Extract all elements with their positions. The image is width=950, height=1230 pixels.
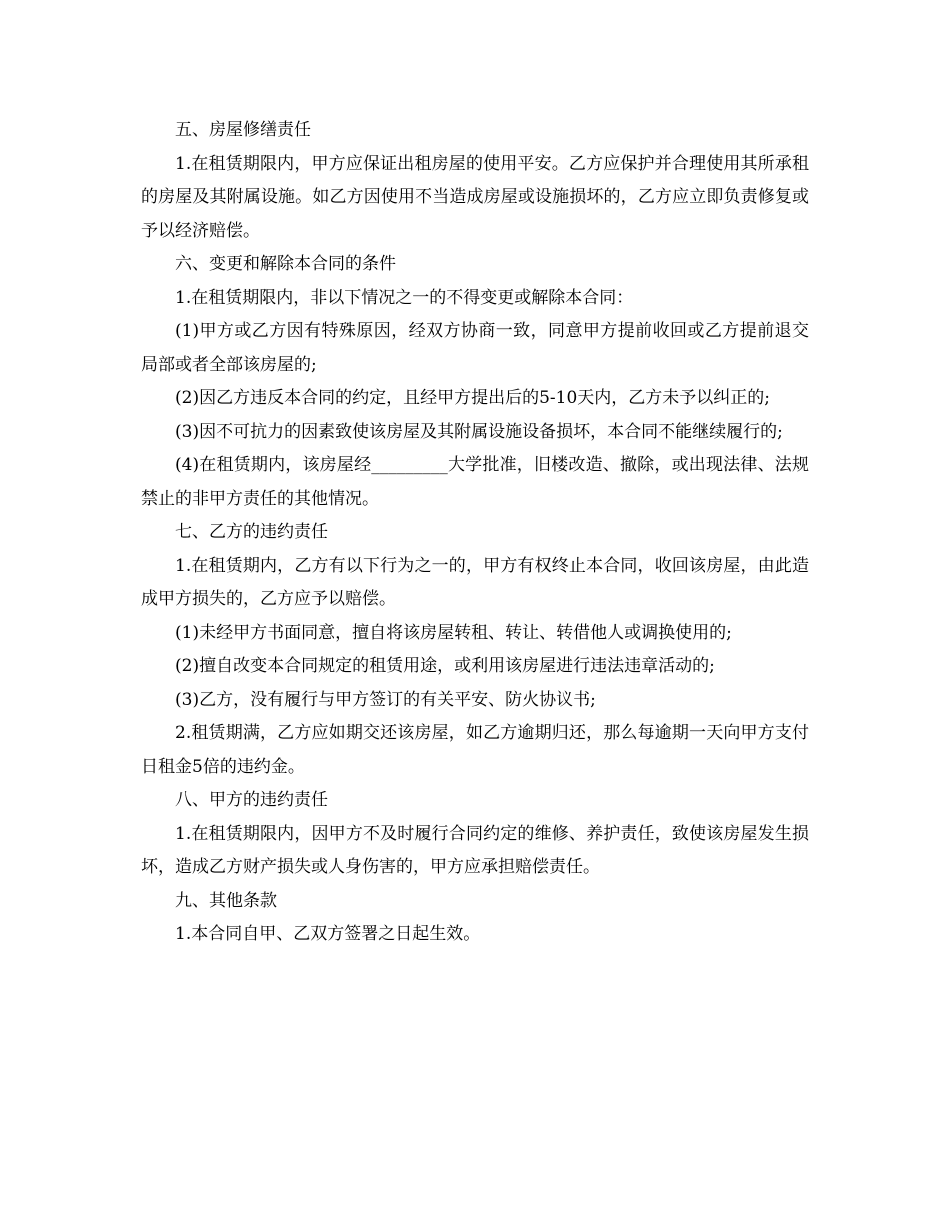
section-heading-7: 七、乙方的违约责任 [175,522,328,542]
section-heading-5: 五、房屋修缮责任 [175,120,311,140]
section-heading-8: 八、甲方的违约责任 [175,790,328,810]
clause-9-1: 1.本合同自甲、乙双方签署之日起生效。 [175,924,481,944]
section-heading-6: 六、变更和解除本合同的条件 [175,254,396,274]
clause-8-1: 1.在租赁期限内，因甲方不及时履行合同约定的维修、养护责任，致使该房屋发生损坏，造成乙方财产损失或人身伤害的，甲方应承担赔偿责任。 [141,823,809,877]
clause-7-1-item-1: (1)未经甲方书面同意，擅自将该房屋转租、转让、转借他人或调换使用的; [175,622,732,643]
clause-6-1-item-3: (3)因不可抗力的因素致使该房屋及其附属设施设备损坏，本合同不能继续履行的; [175,421,783,442]
clause-6-1-item-1: (1)甲方或乙方因有特殊原因，经双方协商一致，同意甲方提前收回或乙方提前退交局部或者全部该房屋的; [141,321,809,375]
clause-7-2: 2.租赁期满，乙方应如期交还该房屋，如乙方逾期归还，那么每逾期一天向甲方支付日租金5倍的违约金。 [141,723,809,777]
clause-7-1: 1.在租赁期内，乙方有以下行为之一的，甲方有权终止本合同，收回该房屋，由此造成甲方损失的，乙方应予以赔偿。 [141,555,809,609]
clause-6-1: 1.在租赁期限内，非以下情况之一的不得变更或解除本合同： [175,287,634,308]
clause-6-1-item-2: (2)因乙方违反本合同的约定，且经甲方提出后的5-10天内，乙方未予以纠正的; [175,388,770,408]
section-heading-9: 九、其他条款 [175,890,277,911]
clause-5-1: 1.在租赁期限内，甲方应保证出租房屋的使用平安。乙方应保护并合理使用其所承租的房屋及其附属设施。如乙方因使用不当造成房屋或设施损坏的，乙方应立即负责修复或予以经济赔偿。 [141,153,809,241]
clause-7-1-item-3: (3)乙方，没有履行与甲方签订的有关平安、防火协议书; [175,689,596,710]
clause-6-1-item-4: (4)在租赁期内，该房屋经_________大学批准，旧楼改造、撤除，或出现法律、法规禁止的非甲方责任的其他情况。 [141,455,809,509]
clause-7-1-item-2: (2)擅自改变本合同规定的租赁用途，或利用该房屋进行违法违章活动的; [175,656,715,676]
